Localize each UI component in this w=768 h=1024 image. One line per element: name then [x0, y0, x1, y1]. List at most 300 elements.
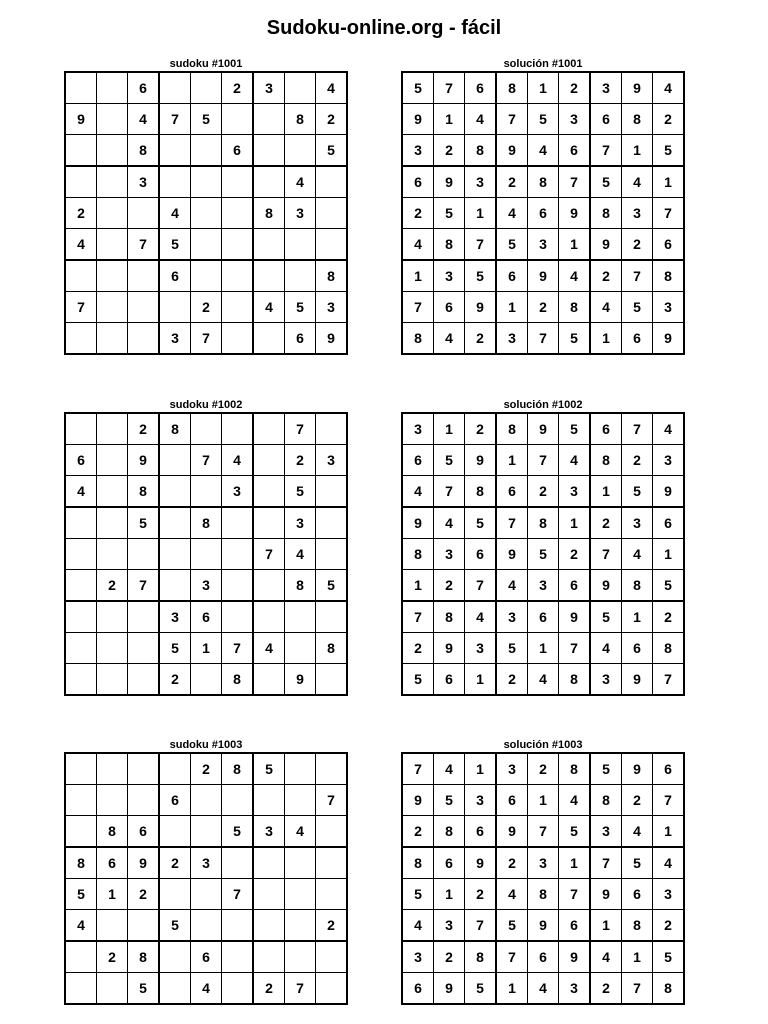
grid-cell — [65, 941, 97, 973]
grid-cell: 8 — [465, 476, 497, 508]
grid-cell: 1 — [559, 507, 591, 539]
grid-cell: 5 — [653, 570, 685, 602]
grid-cell: 9 — [434, 633, 465, 664]
grid-cell: 5 — [622, 847, 653, 879]
grid-cell — [159, 570, 191, 602]
grid-cell: 9 — [653, 476, 685, 508]
grid-cell — [159, 507, 191, 539]
grid-cell — [191, 879, 222, 910]
grid-cell — [191, 785, 222, 816]
grid-cell: 7 — [528, 323, 559, 355]
grid-cell — [97, 292, 128, 323]
grid-cell: 3 — [191, 570, 222, 602]
grid-cell: 6 — [559, 570, 591, 602]
grid-cell: 6 — [622, 323, 653, 355]
grid-row — [402, 879, 684, 910]
grid-cell: 7 — [496, 507, 528, 539]
grid-row — [402, 104, 684, 135]
grid-cell: 4 — [528, 973, 559, 1005]
grid-cell — [285, 633, 316, 664]
grid-cell — [253, 941, 285, 973]
grid-cell: 9 — [128, 847, 160, 879]
solution-label: solución #1001 — [503, 58, 583, 70]
grid-cell — [65, 135, 97, 167]
grid-cell: 6 — [434, 292, 465, 323]
grid-cell — [128, 664, 160, 696]
grid-row — [65, 570, 347, 602]
grid-cell: 6 — [97, 847, 128, 879]
grid-cell: 1 — [590, 476, 622, 508]
grid-cell: 8 — [622, 104, 653, 135]
grid-cell: 1 — [528, 72, 559, 104]
grid-cell: 6 — [465, 72, 497, 104]
grid-cell: 8 — [434, 601, 465, 633]
grid-cell — [191, 72, 222, 104]
grid-cell: 5 — [285, 292, 316, 323]
grid-cell — [253, 445, 285, 476]
solution-grid — [401, 752, 685, 1005]
grid-cell: 5 — [622, 292, 653, 323]
grid-cell: 2 — [191, 292, 222, 323]
grid-cell: 3 — [496, 601, 528, 633]
grid-row — [65, 664, 347, 696]
grid-cell: 3 — [559, 476, 591, 508]
grid-cell: 2 — [97, 570, 128, 602]
solution-label: solución #1002 — [503, 399, 583, 411]
grid-cell: 4 — [434, 753, 465, 785]
grid-cell: 3 — [465, 166, 497, 198]
grid-cell: 5 — [622, 476, 653, 508]
grid-cell: 2 — [316, 104, 348, 135]
grid-cell: 7 — [191, 323, 222, 355]
grid-cell: 7 — [496, 941, 528, 973]
grid-cell: 9 — [496, 816, 528, 848]
grid-cell — [128, 292, 160, 323]
grid-cell — [222, 941, 254, 973]
grid-cell — [65, 539, 97, 570]
grid-cell: 7 — [402, 601, 434, 633]
grid-cell: 3 — [559, 973, 591, 1005]
grid-cell — [65, 570, 97, 602]
grid-cell — [285, 785, 316, 816]
grid-cell — [128, 753, 160, 785]
grid-cell: 7 — [590, 135, 622, 167]
grid-cell: 5 — [285, 476, 316, 508]
grid-row — [402, 785, 684, 816]
grid-cell — [285, 847, 316, 879]
grid-cell — [253, 413, 285, 445]
grid-cell: 6 — [653, 753, 685, 785]
grid-cell — [253, 847, 285, 879]
puzzle-label: sudoku #1002 — [169, 399, 243, 411]
grid-cell: 9 — [465, 445, 497, 476]
grid-cell: 9 — [465, 847, 497, 879]
grid-cell: 4 — [285, 816, 316, 848]
grid-cell: 2 — [159, 847, 191, 879]
grid-cell — [159, 539, 191, 570]
grid-cell: 9 — [622, 72, 653, 104]
grid-cell — [253, 229, 285, 261]
grid-cell — [316, 879, 348, 910]
grid-row — [402, 507, 684, 539]
grid-cell: 5 — [159, 229, 191, 261]
grid-cell: 8 — [128, 941, 160, 973]
grid-cell: 2 — [222, 72, 254, 104]
grid-cell: 9 — [590, 570, 622, 602]
grid-cell — [253, 785, 285, 816]
grid-cell: 3 — [465, 785, 497, 816]
grid-cell: 5 — [316, 135, 348, 167]
grid-cell: 8 — [590, 785, 622, 816]
grid-cell: 1 — [528, 785, 559, 816]
grid-row — [402, 601, 684, 633]
grid-cell: 5 — [402, 879, 434, 910]
grid-cell: 2 — [402, 816, 434, 848]
grid-cell: 6 — [159, 260, 191, 292]
grid-cell: 8 — [653, 633, 685, 664]
grid-cell — [128, 601, 160, 633]
grid-cell: 9 — [402, 785, 434, 816]
grid-cell: 4 — [528, 135, 559, 167]
grid-cell — [97, 973, 128, 1005]
grid-cell — [191, 664, 222, 696]
grid-cell: 8 — [191, 507, 222, 539]
grid-cell: 8 — [97, 816, 128, 848]
grid-cell: 3 — [622, 507, 653, 539]
grid-row — [402, 973, 684, 1005]
grid-cell — [65, 72, 97, 104]
grid-cell: 1 — [653, 539, 685, 570]
sudoku-grid — [64, 752, 348, 1005]
grid-row — [402, 229, 684, 261]
grid-cell: 1 — [465, 664, 497, 696]
grid-cell: 1 — [622, 601, 653, 633]
grid-cell — [253, 135, 285, 167]
grid-cell — [222, 601, 254, 633]
grid-cell: 7 — [434, 72, 465, 104]
grid-cell — [253, 260, 285, 292]
grid-cell: 5 — [402, 664, 434, 696]
grid-row — [65, 941, 347, 973]
grid-cell: 8 — [590, 445, 622, 476]
grid-cell: 2 — [191, 753, 222, 785]
grid-cell: 7 — [653, 198, 685, 229]
grid-row — [402, 260, 684, 292]
grid-cell — [97, 323, 128, 355]
grid-cell: 4 — [653, 72, 685, 104]
grid-cell — [159, 476, 191, 508]
grid-cell: 3 — [159, 323, 191, 355]
grid-cell: 6 — [528, 601, 559, 633]
grid-cell: 3 — [434, 910, 465, 942]
grid-cell: 3 — [253, 816, 285, 848]
grid-cell — [159, 135, 191, 167]
grid-cell: 2 — [402, 633, 434, 664]
grid-cell: 9 — [465, 292, 497, 323]
grid-cell: 8 — [285, 570, 316, 602]
grid-cell: 5 — [159, 633, 191, 664]
grid-cell — [316, 229, 348, 261]
grid-cell: 1 — [590, 323, 622, 355]
grid-cell: 6 — [496, 260, 528, 292]
grid-cell: 4 — [559, 445, 591, 476]
grid-row — [65, 104, 347, 135]
grid-cell — [97, 753, 128, 785]
grid-cell — [159, 816, 191, 848]
grid-cell: 9 — [528, 413, 559, 445]
grid-row — [402, 476, 684, 508]
grid-cell — [191, 260, 222, 292]
grid-cell — [159, 292, 191, 323]
grid-cell — [316, 664, 348, 696]
grid-cell: 8 — [496, 72, 528, 104]
grid-cell: 8 — [622, 910, 653, 942]
grid-cell: 2 — [622, 229, 653, 261]
grid-cell — [285, 601, 316, 633]
grid-cell: 8 — [559, 664, 591, 696]
grid-cell — [285, 910, 316, 942]
grid-cell: 7 — [528, 816, 559, 848]
grid-cell — [97, 445, 128, 476]
grid-cell: 8 — [316, 633, 348, 664]
grid-cell: 2 — [465, 413, 497, 445]
grid-row — [65, 847, 347, 879]
grid-cell: 1 — [434, 879, 465, 910]
grid-cell: 9 — [559, 198, 591, 229]
grid-cell: 9 — [559, 941, 591, 973]
grid-cell — [222, 260, 254, 292]
grid-cell: 4 — [653, 413, 685, 445]
grid-cell: 2 — [528, 476, 559, 508]
grid-row — [65, 507, 347, 539]
grid-cell: 7 — [253, 539, 285, 570]
grid-row — [65, 323, 347, 355]
grid-row — [65, 445, 347, 476]
grid-cell: 2 — [496, 664, 528, 696]
grid-cell: 5 — [434, 198, 465, 229]
grid-cell: 1 — [590, 910, 622, 942]
grid-cell — [128, 539, 160, 570]
grid-cell: 2 — [528, 292, 559, 323]
grid-cell — [159, 879, 191, 910]
grid-cell: 3 — [222, 476, 254, 508]
grid-cell: 3 — [434, 260, 465, 292]
grid-cell — [222, 166, 254, 198]
grid-cell: 6 — [191, 601, 222, 633]
grid-cell: 7 — [402, 292, 434, 323]
grid-cell — [222, 785, 254, 816]
grid-cell: 1 — [653, 166, 685, 198]
grid-cell: 8 — [128, 476, 160, 508]
grid-cell: 9 — [434, 973, 465, 1005]
grid-cell — [316, 973, 348, 1005]
grid-cell: 6 — [653, 229, 685, 261]
grid-cell — [253, 879, 285, 910]
grid-cell: 7 — [191, 445, 222, 476]
grid-cell: 8 — [496, 413, 528, 445]
grid-cell: 3 — [402, 135, 434, 167]
grid-cell: 4 — [402, 476, 434, 508]
grid-cell — [191, 135, 222, 167]
grid-row — [65, 260, 347, 292]
grid-cell: 9 — [528, 260, 559, 292]
grid-cell — [316, 539, 348, 570]
grid-cell: 7 — [590, 539, 622, 570]
grid-cell — [316, 413, 348, 445]
grid-cell — [128, 323, 160, 355]
grid-cell: 2 — [590, 507, 622, 539]
grid-cell: 2 — [402, 198, 434, 229]
grid-cell — [253, 166, 285, 198]
grid-cell — [65, 753, 97, 785]
grid-row — [402, 633, 684, 664]
grid-cell: 5 — [590, 753, 622, 785]
grid-cell: 7 — [65, 292, 97, 323]
grid-cell: 4 — [285, 539, 316, 570]
puzzle-label: sudoku #1003 — [169, 739, 243, 751]
grid-cell: 4 — [402, 229, 434, 261]
grid-row — [402, 910, 684, 942]
grid-cell — [159, 753, 191, 785]
grid-cell — [65, 633, 97, 664]
grid-cell: 6 — [402, 445, 434, 476]
grid-cell: 4 — [434, 507, 465, 539]
grid-row — [402, 198, 684, 229]
grid-cell — [65, 785, 97, 816]
grid-cell — [65, 816, 97, 848]
grid-cell: 2 — [253, 973, 285, 1005]
grid-row — [402, 292, 684, 323]
puzzle-label: sudoku #1001 — [169, 58, 243, 70]
grid-cell: 4 — [316, 72, 348, 104]
grid-cell: 8 — [590, 198, 622, 229]
grid-cell: 6 — [653, 507, 685, 539]
sudoku-grid — [64, 412, 348, 696]
grid-cell: 4 — [434, 323, 465, 355]
grid-cell — [222, 104, 254, 135]
grid-cell: 7 — [159, 104, 191, 135]
grid-cell — [285, 135, 316, 167]
grid-cell — [159, 941, 191, 973]
grid-cell: 7 — [590, 847, 622, 879]
grid-cell: 9 — [128, 445, 160, 476]
grid-cell: 1 — [97, 879, 128, 910]
grid-cell — [253, 104, 285, 135]
grid-cell: 9 — [402, 104, 434, 135]
grid-cell: 2 — [159, 664, 191, 696]
grid-cell: 1 — [434, 413, 465, 445]
grid-cell — [97, 72, 128, 104]
grid-cell — [285, 941, 316, 973]
grid-cell: 3 — [496, 753, 528, 785]
grid-cell — [253, 323, 285, 355]
grid-cell: 1 — [496, 445, 528, 476]
grid-cell: 1 — [496, 292, 528, 323]
grid-cell: 4 — [622, 816, 653, 848]
grid-row — [402, 72, 684, 104]
grid-row — [402, 166, 684, 198]
grid-cell: 6 — [622, 879, 653, 910]
grid-cell — [316, 847, 348, 879]
grid-cell: 8 — [434, 229, 465, 261]
grid-cell: 1 — [622, 941, 653, 973]
grid-cell: 4 — [465, 104, 497, 135]
grid-cell — [159, 445, 191, 476]
grid-cell — [191, 476, 222, 508]
grid-cell: 7 — [316, 785, 348, 816]
grid-cell — [253, 601, 285, 633]
grid-cell: 4 — [222, 445, 254, 476]
grid-cell: 7 — [653, 664, 685, 696]
grid-cell — [97, 166, 128, 198]
grid-cell: 7 — [528, 445, 559, 476]
grid-cell — [253, 476, 285, 508]
grid-cell: 4 — [622, 539, 653, 570]
grid-cell: 5 — [528, 539, 559, 570]
grid-cell: 2 — [559, 539, 591, 570]
grid-cell — [222, 539, 254, 570]
grid-cell: 9 — [528, 910, 559, 942]
grid-cell: 9 — [590, 229, 622, 261]
grid-cell: 2 — [434, 570, 465, 602]
grid-cell: 4 — [559, 260, 591, 292]
grid-cell: 9 — [65, 104, 97, 135]
grid-row — [65, 198, 347, 229]
grid-cell: 5 — [653, 135, 685, 167]
grid-cell: 4 — [402, 910, 434, 942]
grid-cell: 9 — [316, 323, 348, 355]
grid-cell: 3 — [496, 323, 528, 355]
grid-cell: 8 — [316, 260, 348, 292]
grid-cell: 9 — [622, 753, 653, 785]
grid-cell — [97, 198, 128, 229]
grid-cell: 8 — [222, 753, 254, 785]
grid-row — [402, 664, 684, 696]
grid-cell: 9 — [434, 166, 465, 198]
grid-cell: 3 — [316, 292, 348, 323]
grid-cell: 8 — [65, 847, 97, 879]
grid-cell: 3 — [590, 72, 622, 104]
grid-cell: 5 — [590, 601, 622, 633]
grid-row — [402, 135, 684, 167]
grid-cell — [316, 601, 348, 633]
grid-cell — [128, 260, 160, 292]
grid-cell — [65, 973, 97, 1005]
puzzle-block-1001 — [64, 57, 348, 355]
grid-cell — [222, 198, 254, 229]
grid-cell: 6 — [528, 198, 559, 229]
grid-cell — [222, 413, 254, 445]
grid-row — [65, 753, 347, 785]
grid-cell: 2 — [622, 445, 653, 476]
grid-cell: 2 — [653, 910, 685, 942]
grid-cell: 8 — [559, 753, 591, 785]
grid-cell: 3 — [253, 72, 285, 104]
grid-cell — [253, 507, 285, 539]
grid-cell: 5 — [528, 104, 559, 135]
grid-cell — [97, 476, 128, 508]
grid-cell — [97, 413, 128, 445]
grid-cell: 6 — [590, 104, 622, 135]
grid-cell — [191, 910, 222, 942]
grid-cell: 3 — [402, 413, 434, 445]
grid-cell: 1 — [465, 198, 497, 229]
grid-cell: 5 — [253, 753, 285, 785]
grid-cell: 8 — [402, 539, 434, 570]
grid-cell — [97, 507, 128, 539]
grid-cell: 5 — [559, 816, 591, 848]
grid-row — [402, 445, 684, 476]
